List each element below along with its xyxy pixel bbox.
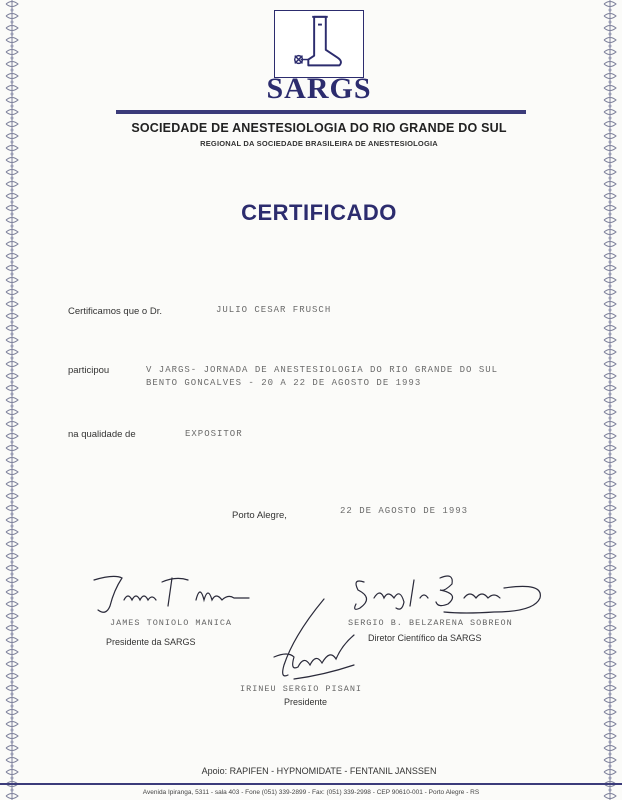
certificate-sheet: [24, 0, 598, 800]
footer-divider: [0, 783, 622, 785]
logo-wordmark: SARGS: [266, 72, 372, 105]
sponsors-line: Apoio: RAPIFEN - HYPNOMIDATE - FENTANIL JANSSEN: [201, 766, 437, 776]
event-line-2: BENTO GONCALVES - 20 A 22 DE AGOSTO DE 1993: [146, 378, 422, 388]
decorative-border-left: [0, 0, 24, 800]
certify-label: Certificamos que o Dr.: [68, 306, 162, 317]
signature-2-role: Diretor Científico da SARGS: [368, 633, 482, 643]
event-line-1: V JARGS- JORNADA DE ANESTESIOLOGIA DO RIO GRANDE DO SUL: [146, 365, 499, 375]
quality-value: EXPOSITOR: [185, 429, 243, 439]
footer-address: Avenida Ipiranga, 5311 - sala 403 - Fone (051) 339-2899 - Fax: (051) 339-2998 - CEP 90610-001 - Porto Alegre - RS: [142, 789, 480, 796]
signature-3-name: IRINEU SERGIO PISANI: [240, 684, 363, 694]
quality-label: na qualidade de: [68, 429, 136, 440]
certificate-title: CERTIFICADO: [241, 200, 397, 225]
participated-label: participou: [68, 365, 110, 376]
signature-3-handwriting: [254, 595, 384, 690]
header-divider: [116, 110, 526, 114]
regional-subtitle: REGIONAL DA SOCIEDADE BRASILEIRA DE ANESTESIOLOGIA: [200, 139, 438, 148]
signature-3-role: Presidente: [284, 697, 328, 707]
boot-with-spur-icon: [274, 10, 364, 78]
place-label: Porto Alegre,: [232, 510, 287, 521]
signature-1-handwriting: [84, 570, 254, 620]
recipient-name: JULIO CESAR FRUSCH: [216, 305, 332, 315]
decorative-border-right: [598, 0, 622, 800]
society-name: SOCIEDADE DE ANESTESIOLOGIA DO RIO GRANDE DO SUL: [131, 121, 507, 135]
signature-2-name: SERGIO B. BELZARENA SOBREON: [348, 618, 513, 628]
issue-date: 22 DE AGOSTO DE 1993: [340, 506, 469, 516]
signature-1-name: JAMES TONIOLO MANICA: [110, 618, 233, 628]
signature-1-role: Presidente da SARGS: [106, 637, 196, 647]
